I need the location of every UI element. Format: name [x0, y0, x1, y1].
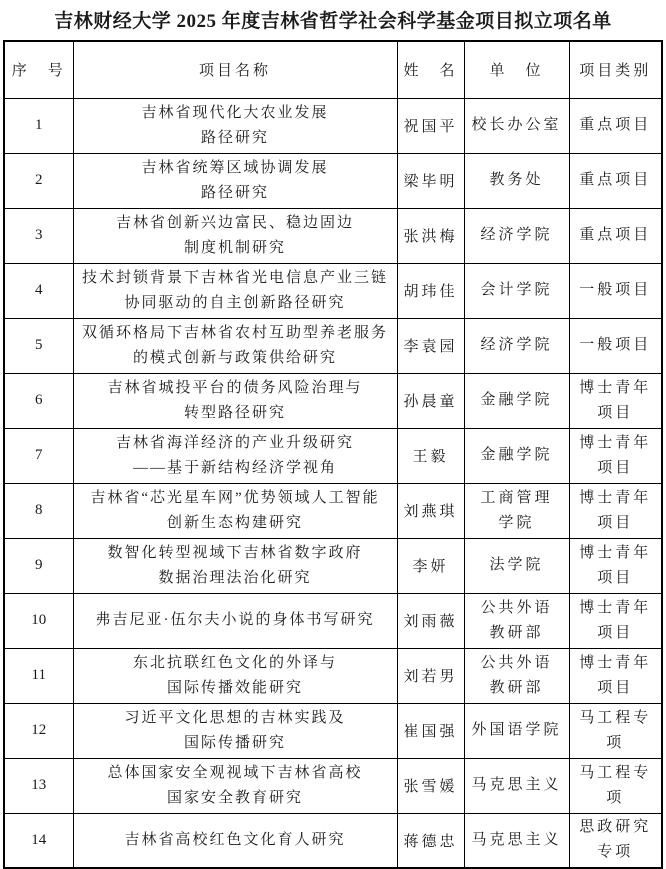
- cell-line: 重点项目: [579, 172, 652, 188]
- cell-line: 一般项目: [579, 337, 652, 353]
- col-header-category: 项目类别: [569, 41, 662, 98]
- row-name: 张洪梅: [397, 208, 464, 263]
- row-name: 梁毕明: [397, 153, 464, 208]
- row-no: 10: [4, 593, 73, 648]
- cell-line: 东北抗联红色文化的外译与: [132, 654, 337, 671]
- cell-line: 吉林省创新兴边富民、稳边固边: [115, 214, 354, 231]
- cell-line: 总体国家安全观视域下吉林省高校: [107, 764, 363, 781]
- cell-line: 国家安全教育研究: [166, 789, 303, 806]
- table-row: [4, 428, 662, 483]
- row-project: [73, 208, 397, 263]
- cell-line: 项目: [597, 404, 634, 421]
- cell-line: 马工程专项: [579, 764, 652, 806]
- cell-line: 马克思主义: [471, 831, 562, 848]
- row-name: 张雪媛: [397, 758, 464, 813]
- cell-line: 的模式创新与政策供给研究: [132, 349, 337, 366]
- table-row: [4, 263, 662, 318]
- table-row: [4, 208, 662, 263]
- cell-line: 马工程专项: [579, 709, 652, 751]
- table-row: [4, 758, 662, 813]
- cell-line: 一般项目: [579, 282, 652, 298]
- row-no: 2: [4, 153, 73, 208]
- cell-line: 数智化转型视域下吉林省数字政府: [107, 544, 363, 561]
- row-unit: [464, 483, 569, 538]
- row-category: [569, 813, 662, 868]
- row-no: 11: [4, 648, 73, 703]
- row-no: 8: [4, 483, 73, 538]
- cell-line: 路径研究: [200, 129, 269, 146]
- col-header-name: 姓 名: [397, 41, 464, 98]
- cell-line: 数据治理法治化研究: [158, 569, 312, 586]
- row-project: [73, 593, 397, 648]
- cell-line: 金融学院: [480, 447, 553, 463]
- row-name: 王毅: [397, 428, 464, 483]
- table-body: [4, 98, 662, 868]
- row-no: 13: [4, 758, 73, 813]
- cell-line: 校长办公室: [471, 117, 562, 133]
- projects-table: [3, 40, 663, 869]
- cell-line: 法学院: [489, 557, 544, 573]
- cell-line: 项目: [597, 679, 634, 696]
- row-no: 9: [4, 538, 73, 593]
- row-name: 刘若男: [397, 648, 464, 703]
- cell-line: 思政研究: [579, 819, 652, 836]
- cell-line: 国际传播效能研究: [166, 679, 303, 696]
- row-project: [73, 538, 397, 593]
- row-name: 祝国平: [397, 98, 464, 153]
- cell-line: 博士青年: [579, 379, 652, 396]
- row-project: [73, 813, 397, 868]
- row-unit: [464, 428, 569, 483]
- cell-line: 习近平文化思想的吉林实践及: [124, 709, 346, 726]
- row-unit: [464, 703, 569, 758]
- row-no: 5: [4, 318, 73, 373]
- table-row: [4, 703, 662, 758]
- row-unit: [464, 98, 569, 153]
- row-category: [569, 318, 662, 373]
- table-row: [4, 813, 662, 868]
- cell-line: 技术封锁背景下吉林省光电信息产业三链: [81, 269, 388, 286]
- header-row: [4, 41, 662, 98]
- page-title: 吉林财经大学 2025 年度吉林省哲学社会科学基金项目拟立项名单: [54, 11, 612, 32]
- row-category: [569, 373, 662, 428]
- row-project: [73, 758, 397, 813]
- cell-line: ——基于新结构经济学视角: [132, 459, 337, 476]
- row-unit: [464, 208, 569, 263]
- row-name: 李袁园: [397, 318, 464, 373]
- row-unit: [464, 593, 569, 648]
- cell-line: 经济学院: [480, 227, 553, 243]
- row-unit: [464, 758, 569, 813]
- row-no: 6: [4, 373, 73, 428]
- cell-line: 转型路径研究: [183, 404, 286, 421]
- row-no: 1: [4, 98, 73, 153]
- cell-line: 博士青年: [579, 544, 652, 561]
- col-header-unit: 单 位: [464, 41, 569, 98]
- row-project: [73, 98, 397, 153]
- row-category: [569, 153, 662, 208]
- cell-line: 会计学院: [480, 282, 553, 298]
- cell-line: 博士青年: [579, 599, 652, 616]
- cell-line: 弗吉尼亚·伍尔夫小说的身体书写研究: [95, 612, 375, 628]
- cell-line: 路径研究: [200, 184, 269, 201]
- row-unit: [464, 263, 569, 318]
- row-unit: [464, 648, 569, 703]
- cell-line: 吉林省城投平台的债务风险治理与: [107, 379, 363, 396]
- cell-line: 吉林省现代化大农业发展: [141, 104, 329, 121]
- table-row: [4, 98, 662, 153]
- row-category: [569, 98, 662, 153]
- cell-line: 制度机制研究: [183, 239, 286, 256]
- row-category: [569, 538, 662, 593]
- table-row: [4, 593, 662, 648]
- cell-line: 博士青年: [579, 654, 652, 671]
- row-no: 14: [4, 813, 73, 868]
- row-category: [569, 703, 662, 758]
- row-unit: [464, 813, 569, 868]
- cell-line: 项目: [597, 459, 634, 476]
- row-project: [73, 153, 397, 208]
- cell-line: 项目: [597, 514, 634, 531]
- cell-line: 教研部: [489, 679, 544, 696]
- cell-line: 国际传播研究: [183, 734, 286, 751]
- cell-line: 公共外语: [480, 654, 553, 671]
- table-row: [4, 318, 662, 373]
- row-name: 蒋德忠: [397, 813, 464, 868]
- cell-line: 公共外语: [480, 599, 553, 616]
- cell-line: 项目: [597, 624, 634, 641]
- col-header-project: 项目名称: [73, 41, 397, 98]
- row-category: [569, 428, 662, 483]
- row-category: [569, 263, 662, 318]
- row-unit: [464, 538, 569, 593]
- cell-line: 学院: [498, 514, 535, 531]
- row-category: [569, 593, 662, 648]
- cell-line: 项目: [597, 569, 634, 586]
- row-unit: [464, 153, 569, 208]
- row-unit: [464, 373, 569, 428]
- cell-line: 工商管理: [480, 489, 553, 506]
- row-category: [569, 483, 662, 538]
- table-row: [4, 538, 662, 593]
- cell-line: 教务处: [489, 172, 544, 188]
- table-row: [4, 648, 662, 703]
- row-no: 4: [4, 263, 73, 318]
- cell-line: 吉林省“芯光星车网”优势领域人工智能: [90, 489, 380, 506]
- row-name: 刘雨薇: [397, 593, 464, 648]
- row-project: [73, 648, 397, 703]
- cell-line: 吉林省统筹区域协调发展: [141, 159, 329, 176]
- cell-line: 重点项目: [579, 117, 652, 133]
- table-row: [4, 373, 662, 428]
- row-category: [569, 758, 662, 813]
- cell-line: 重点项目: [579, 227, 652, 243]
- row-unit: [464, 318, 569, 373]
- cell-line: 外国语学院: [471, 722, 562, 738]
- row-project: [73, 428, 397, 483]
- row-project: [73, 373, 397, 428]
- cell-line: 创新生态构建研究: [166, 514, 303, 531]
- cell-line: 金融学院: [480, 392, 553, 408]
- cell-line: 博士青年: [579, 489, 652, 506]
- row-category: [569, 208, 662, 263]
- row-project: [73, 263, 397, 318]
- row-category: [569, 648, 662, 703]
- row-name: 刘燕琪: [397, 483, 464, 538]
- row-project: [73, 703, 397, 758]
- cell-line: 马克思主义: [471, 777, 562, 793]
- cell-line: 专项: [597, 844, 634, 861]
- cell-line: 双循环格局下吉林省农村互助型养老服务: [81, 324, 388, 341]
- cell-line: 吉林省高校红色文化育人研究: [124, 831, 346, 848]
- row-name: 孙晨童: [397, 373, 464, 428]
- cell-line: 经济学院: [480, 337, 553, 353]
- cell-line: 博士青年: [579, 434, 652, 451]
- row-no: 7: [4, 428, 73, 483]
- col-header-no: 序 号: [4, 41, 73, 98]
- cell-line: 吉林省海洋经济的产业升级研究: [115, 434, 354, 451]
- cell-line: 协同驱动的自主创新路径研究: [124, 294, 346, 311]
- row-no: 3: [4, 208, 73, 263]
- row-project: [73, 318, 397, 373]
- cell-line: 教研部: [489, 624, 544, 641]
- table-row: [4, 153, 662, 208]
- row-project: [73, 483, 397, 538]
- table-row: [4, 483, 662, 538]
- row-name: 胡玮佳: [397, 263, 464, 318]
- row-name: 李妍: [397, 538, 464, 593]
- row-no: 12: [4, 703, 73, 758]
- row-name: 崔国强: [397, 703, 464, 758]
